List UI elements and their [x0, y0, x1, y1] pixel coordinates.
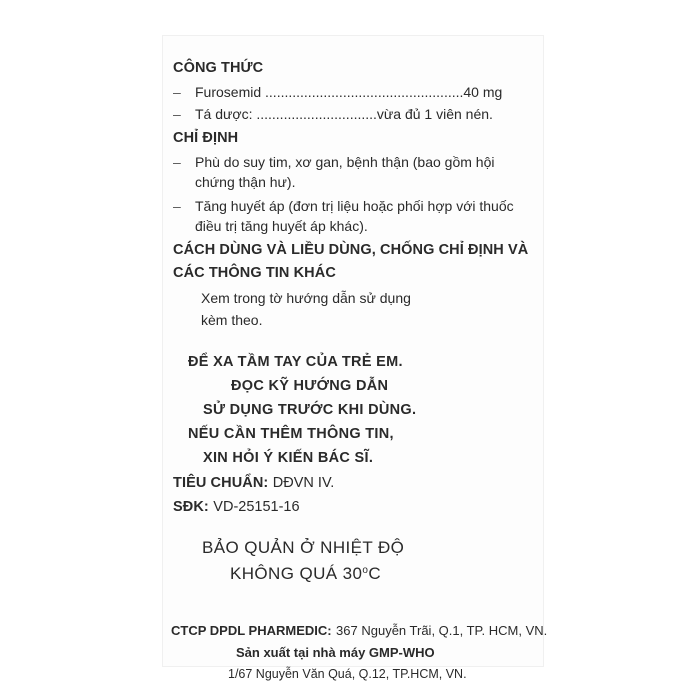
- manufacturer-factory: Sản xuất tại nhà máy GMP-WHO: [236, 645, 435, 660]
- indication-item-1-line1: Phù do suy tim, xơ gan, bệnh thận (bao gồm hội: [195, 154, 495, 170]
- formula-item-excipient: Tá dược: ...............................vừa đủ 1 viên nén.: [195, 106, 493, 122]
- formula-item-furosemid: Furosemid ...................................................40 mg: [195, 84, 503, 100]
- usage-heading-line2: CÁC THÔNG TIN KHÁC: [173, 265, 336, 281]
- indication-item-2-line1: Tăng huyết áp (đơn trị liệu hoặc phối hợp với thuốc: [195, 198, 514, 214]
- registration-label: SĐK:: [173, 499, 209, 515]
- storage-line1: BẢO QUẢN Ở NHIỆT ĐỘ: [202, 538, 405, 557]
- indication-heading: CHỈ ĐỊNH: [173, 130, 239, 146]
- manufacturer-company-row: [171, 622, 547, 640]
- warning-line-5: XIN HỎI Ý KIẾN BÁC SĨ.: [203, 450, 374, 466]
- warning-line-1: ĐỂ XA TẦM TAY CỦA TRẺ EM.: [188, 354, 403, 370]
- package-label-panel: [163, 36, 548, 681]
- registration-row: [173, 498, 300, 516]
- warning-line-4: NẾU CẦN THÊM THÔNG TIN,: [188, 426, 394, 442]
- registration-value: VD-25151-16: [213, 499, 300, 515]
- manufacturer-factory-address: 1/67 Nguyễn Văn Quá, Q.12, TP.HCM, VN.: [228, 667, 467, 681]
- formula-heading: CÔNG THỨC: [173, 60, 264, 76]
- formula-dash-1: –: [173, 84, 181, 100]
- storage-line2-prefix: KHÔNG QUÁ 30: [230, 564, 363, 583]
- indication-item-2-line2: điều trị tăng huyết áp khác).: [195, 218, 368, 234]
- usage-heading-line1: CÁCH DÙNG VÀ LIỀU DÙNG, CHỐNG CHỈ ĐỊNH VÀ: [173, 242, 529, 258]
- standard-label: TIÊU CHUẨN:: [173, 475, 269, 491]
- indication-dash-2: –: [173, 198, 181, 214]
- formula-dash-2: –: [173, 106, 181, 122]
- usage-text-line1: Xem trong tờ hướng dẫn sử dụng: [201, 290, 411, 306]
- degree-symbol: o: [362, 565, 369, 576]
- usage-text-line2: kèm theo.: [201, 312, 263, 328]
- manufacturer-company: CTCP DPDL PHARMEDIC:: [171, 623, 332, 638]
- warning-line-2: ĐỌC KỸ HƯỚNG DẪN: [231, 378, 389, 394]
- storage-line2: [230, 564, 381, 584]
- manufacturer-company-address: 367 Nguyễn Trãi, Q.1, TP. HCM, VN.: [336, 623, 548, 638]
- standard-value: DĐVN IV.: [272, 475, 335, 491]
- warning-line-3: SỬ DỤNG TRƯỚC KHI DÙNG.: [203, 402, 417, 418]
- storage-line2-suffix: C: [368, 564, 381, 583]
- indication-dash-1: –: [173, 154, 181, 170]
- indication-item-1-line2: chứng thận hư).: [195, 174, 296, 190]
- standard-row: [173, 474, 334, 492]
